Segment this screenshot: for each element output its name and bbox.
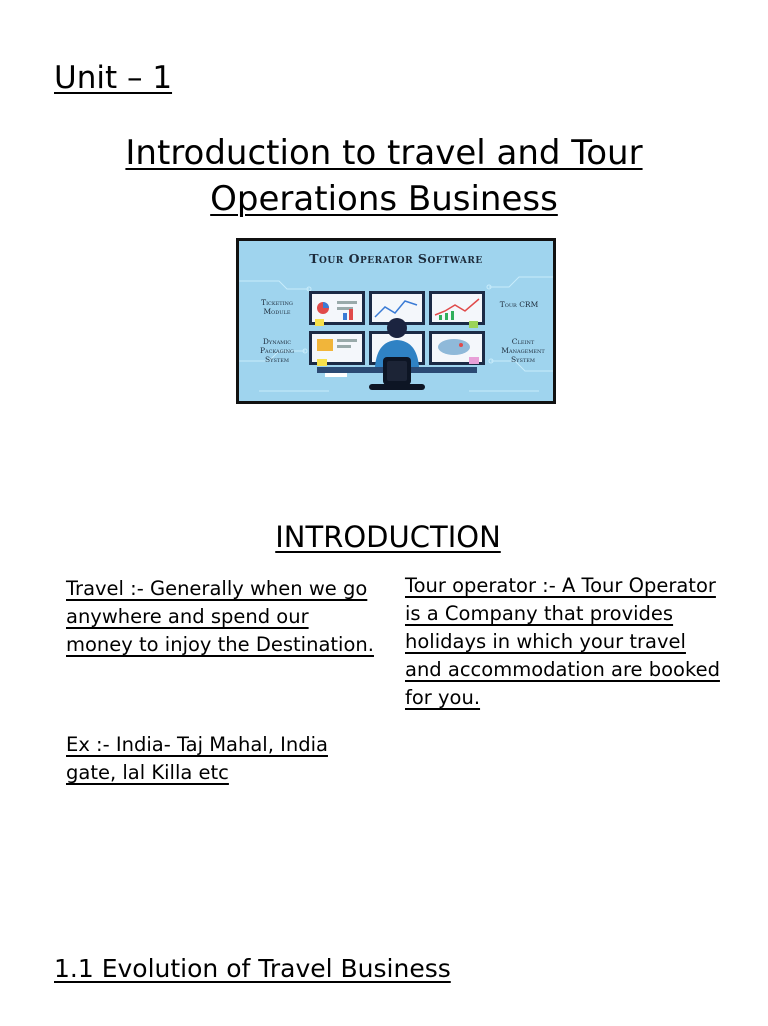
travel-definition <box>66 575 376 659</box>
banner-label-module: Module <box>263 307 291 316</box>
travel-example-text: Ex :- India- Taj Mahal, India gate, lal Killa etc <box>66 733 328 784</box>
title-line-2: Operations Business <box>210 179 558 219</box>
banner-label-cleint: Cleint <box>511 337 535 346</box>
tour-operator-definition <box>405 572 725 712</box>
unit-heading: Unit – 1 <box>54 60 173 96</box>
banner-label-system-right: System <box>511 355 535 364</box>
travel-definition-text: Travel :- Generally when we go anywhere and spend our money to injoy the Destination. <box>66 577 374 656</box>
banner-label-management: Management <box>501 346 545 355</box>
travel-example <box>66 731 376 787</box>
introduction-heading-text: INTRODUCTION <box>275 520 501 554</box>
tour-operator-software-image <box>236 238 556 404</box>
tour-operator-definition-text: Tour operator :- A Tour Operator is a Company that provides holidays in which your travel and accommodation are booked for you. <box>405 574 720 709</box>
banner-label-packaging: Packaging <box>260 346 294 355</box>
introduction-heading <box>0 520 768 554</box>
banner-label-dynamic: Dynamic <box>262 337 292 346</box>
banner-label-ticketing: Ticketing <box>261 298 293 307</box>
banner-heading: Tour Operator Software <box>309 251 483 266</box>
banner-illustration <box>239 241 553 401</box>
page-title <box>60 130 708 222</box>
banner-label-system-left: System <box>265 355 289 364</box>
banner-label-tour-crm: Tour CRM <box>499 300 539 309</box>
section-heading-evolution: 1.1 Evolution of Travel Business <box>54 954 451 983</box>
title-line-1: Introduction to travel and Tour <box>125 133 643 173</box>
